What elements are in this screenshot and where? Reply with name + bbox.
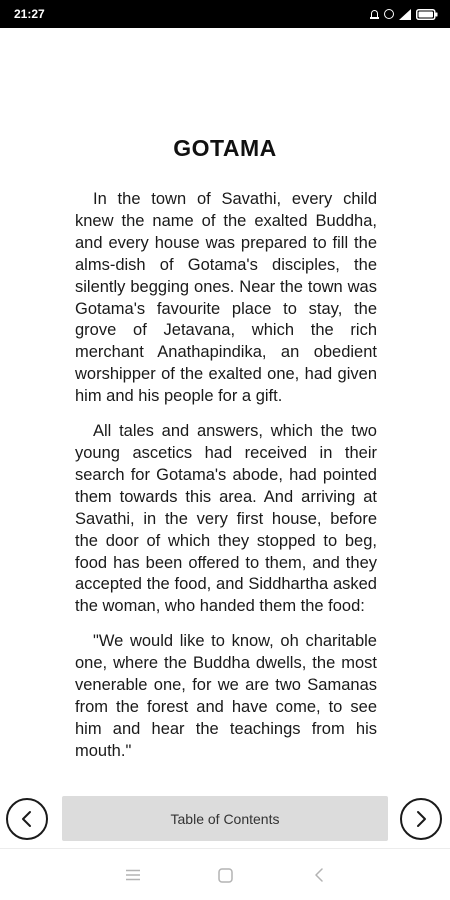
chapter-title: GOTAMA	[173, 135, 277, 161]
status-time: 21:27	[14, 7, 45, 21]
paragraph: All tales and answers, which the two young ascetics had received in their search for Gotama's abode, had pointed them towards this area. And arriving at Savathi, in the very first house, before the door of which they stopped to beg, food has been offered to them, and they accepted the food, and Siddhartha asked the woman, who handed them the food:	[75, 422, 377, 616]
signal-icon	[399, 9, 411, 20]
bell-icon	[370, 9, 379, 19]
menu-icon	[126, 869, 140, 881]
table-of-contents-button[interactable]: Table of Contents	[62, 796, 388, 841]
paragraph: "We would like to know, oh charitable one, where the Buddha dwells, the most venerable one, for we are two Samanas from the forest and have come, to see him and hear the teachings from his mouth."	[75, 632, 377, 760]
next-page-button[interactable]	[400, 798, 442, 840]
status-icons	[370, 6, 438, 22]
home-icon	[218, 868, 233, 883]
chapter-text	[75, 189, 377, 776]
system-navigation-bar	[0, 848, 450, 900]
back-button[interactable]	[309, 865, 329, 885]
alarm-icon	[384, 9, 394, 19]
status-bar	[0, 0, 450, 28]
reader-bottom-bar	[0, 790, 450, 848]
home-button[interactable]	[215, 865, 235, 885]
reader-content	[0, 28, 450, 790]
chevron-left-icon	[20, 810, 34, 828]
chevron-right-icon	[414, 810, 428, 828]
battery-icon	[416, 9, 438, 20]
back-icon	[314, 868, 324, 882]
previous-page-button[interactable]	[6, 798, 48, 840]
menu-button[interactable]	[123, 865, 143, 885]
paragraph: In the town of Savathi, every child knew the name of the exalted Buddha, and every house was prepared to fill the alms-dish of Gotama's disciples, the silently begging ones. Near the town was Gotama's favourite place to stay, the grove of Jetavana, which the rich merchant Anathapindika, an obedient worshipper of the exalted one, had given him and his people for a gift.	[75, 190, 377, 406]
